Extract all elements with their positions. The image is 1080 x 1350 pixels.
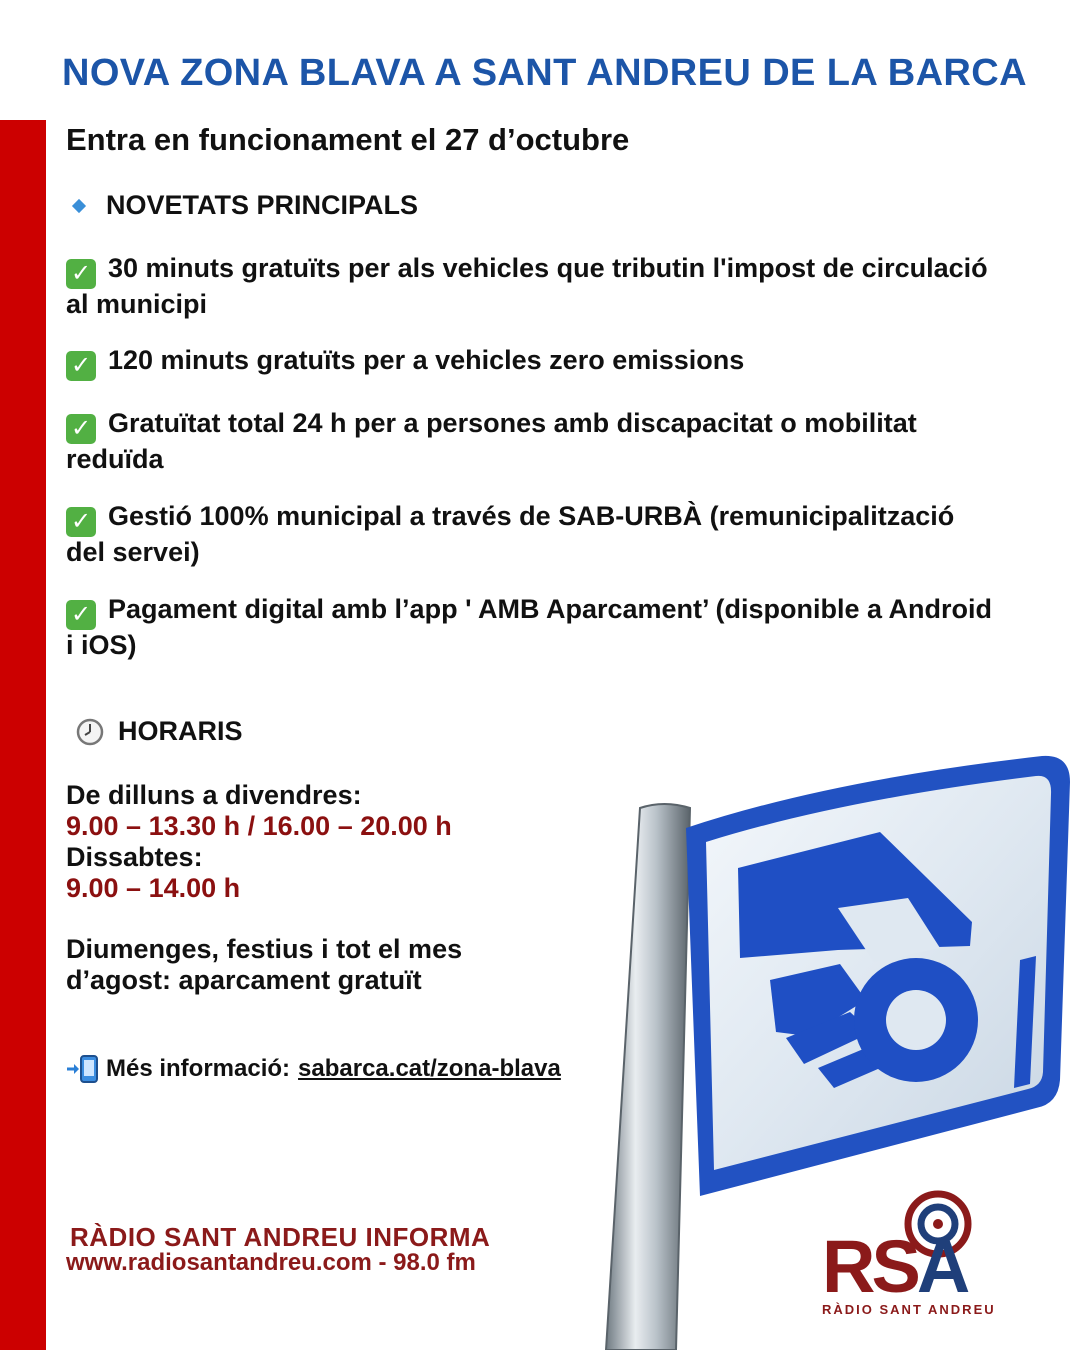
more-info-link[interactable]: sabarca.cat/zona-blava: [298, 1055, 561, 1082]
list-item: ✓ 120 minuts gratuïts per a vehicles zero emissions: [66, 345, 996, 381]
more-info-label: Més informació:: [106, 1055, 291, 1082]
schedule-block: [66, 780, 452, 904]
check-mark-icon: ✓: [66, 414, 96, 444]
more-info: [66, 1054, 561, 1084]
novetats-heading-label: NOVETATS PRINCIPALS: [106, 190, 419, 220]
clock-icon: [76, 718, 104, 746]
list-item: ✓ Gestió 100% municipal a través de SAB-URBÀ (remunicipalització del servei): [66, 501, 955, 567]
check-mark-icon: ✓: [66, 507, 96, 537]
logo-name: RÀDIO SANT ANDREU: [822, 1302, 996, 1317]
footer-title: RÀDIO SANT ANDREU INFORMA: [70, 1222, 491, 1252]
list-item: ✓ Gratuïtat total 24 h per a persones amb discapacitat o mobilitat reduïda: [66, 408, 917, 474]
list-item: ✓ 30 minuts gratuïts per als vehicles que tributin l'impost de circulació al municipi: [66, 253, 988, 319]
horaris-heading-label: HORARIS: [118, 716, 243, 746]
weekdays-label: De dilluns a divendres:: [66, 780, 362, 810]
check-mark-icon: ✓: [66, 351, 96, 381]
left-accent-bar: [0, 120, 46, 1350]
mobile-phone-arrow-icon: [66, 1054, 100, 1084]
list-item: ✓ Pagament digital amb l’app ' AMB Aparcament’ (disponible a Android i iOS): [66, 594, 993, 660]
saturday-label: Dissabtes:: [66, 842, 203, 872]
check-mark-icon: ✓: [66, 259, 96, 289]
free-parking-note: Diumenges, festius i tot el mes d’agost: aparcament gratuït: [66, 934, 463, 995]
page-subtitle: Entra en funcionament el 27 d’octubre: [66, 122, 630, 157]
weekdays-hours: 9.00 – 13.30 h / 16.00 – 20.00 h: [66, 811, 452, 841]
saturday-hours: 9.00 – 14.00 h: [66, 873, 241, 903]
footer-url[interactable]: www.radiosantandreu.com - 98.0 fm: [66, 1249, 476, 1276]
check-mark-icon: ✓: [66, 600, 96, 630]
blue-diamond-icon: [72, 198, 86, 212]
page-title: NOVA ZONA BLAVA A SANT ANDREU DE LA BARCA: [62, 52, 1027, 94]
logo-letters: RSA: [822, 1225, 967, 1308]
novetats-heading: [66, 190, 418, 221]
horaris-heading: [76, 716, 243, 747]
